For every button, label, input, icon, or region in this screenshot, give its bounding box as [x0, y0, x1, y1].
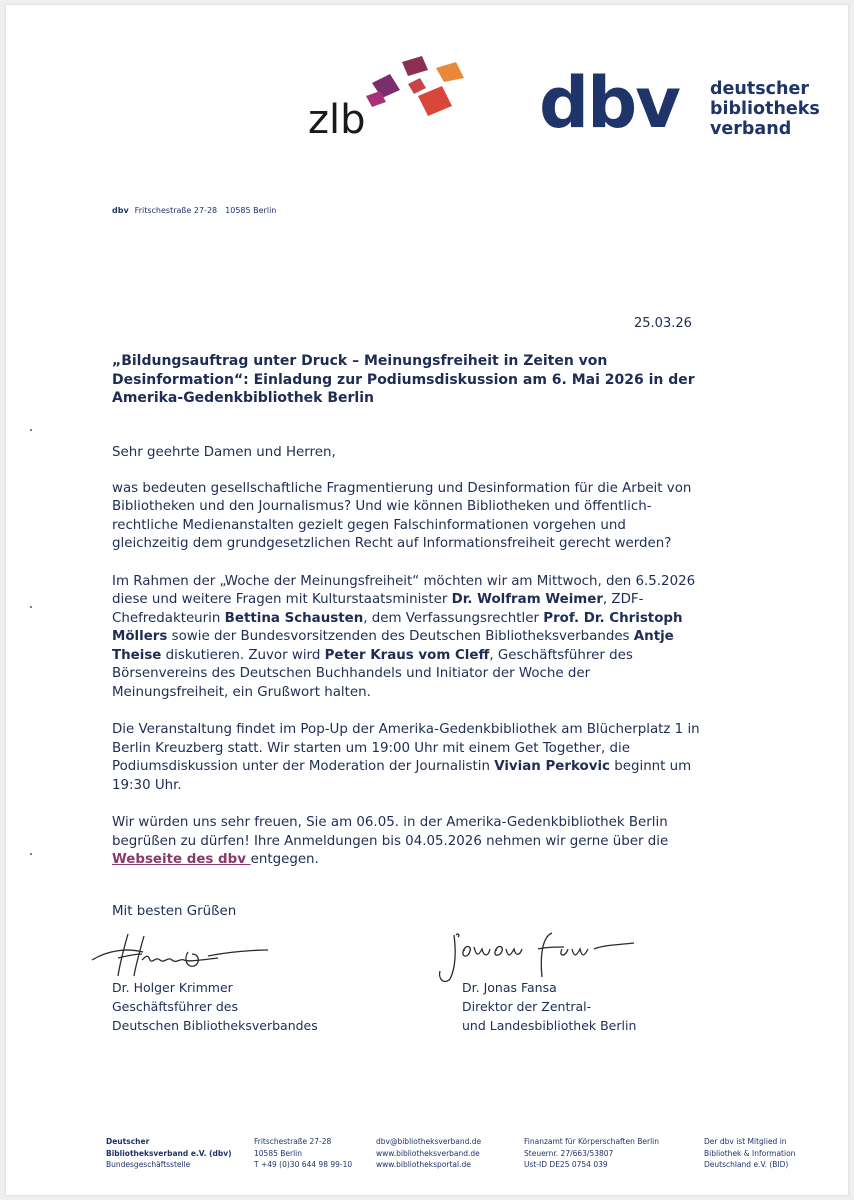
- footer-col-web: [376, 1136, 481, 1171]
- fold-mark: [30, 429, 32, 431]
- footer-portal[interactable]: www.bibliotheksportal.de: [376, 1160, 471, 1169]
- signature-krimmer: [88, 930, 278, 980]
- dbv-logo-words: [710, 79, 820, 139]
- dbv-word-2: bibliotheks: [710, 99, 820, 119]
- signer-krimmer: [112, 978, 318, 1035]
- paragraph-3: Die Veranstaltung findet im Pop-Up der Amerika-Gedenkbibliothek am Blücherplatz 1 in Berlin Kreuzberg statt. Wir starten um 19:00 Uhr mit einem Get Together, die Podiumsdiskussion unter der Moderation der Journalistin Vivian Perkovic beginnt um 19:30 Uhr.: [112, 722, 700, 793]
- dbv-word-1: deutscher: [710, 79, 809, 99]
- name-schausten: Bettina Schausten: [224, 610, 364, 626]
- salutation: Sehr geehrte Damen und Herren,: [112, 445, 336, 460]
- signer-org: Deutschen Bibliotheksverbandes: [112, 1018, 318, 1033]
- footer-col-membership: Der dbv ist Mitglied in Bibliothek & Information Deutschland e.V. (BID): [704, 1137, 796, 1169]
- signer-role: Direktor der Zentral-: [462, 999, 592, 1014]
- name-weimer: Dr. Wolfram Weimer: [451, 592, 603, 607]
- closing: Mit besten Grüßen: [112, 904, 237, 919]
- zlb-wordmark: zlb: [308, 97, 366, 143]
- dbv-website-link[interactable]: Webseite des dbv: [112, 852, 251, 867]
- letter-page: [6, 5, 848, 1195]
- footer-col-tax: Finanzamt für Körperschaften Berlin Steuernr. 27/663/53807 Ust-ID DE25 0754 039: [524, 1137, 659, 1169]
- dbv-word-3: verband: [710, 119, 792, 139]
- paragraph-2: Im Rahmen der „Woche der Meinungsfreiheit“ möchten wir am Mittwoch, den 6.5.2026 diese und weitere Fragen mit Kulturstaatsminister Dr. Wolfram Weimer, ZDF-Chefredakteurin Bettina Schausten, dem Verfassungsrechtler Prof. Dr. Christoph Möllers sowie der Bundesvorsitzenden des Deutschen Bibliotheksverbandes Antje Theise diskutieren. Zuvor wird Peter Kraus vom Cleff, Geschäftsführer des Börsenvereins des Deutschen Buchhandels und Initiator der Woche der Meinungsfreiheit, ein Grußwort halten.: [112, 573, 696, 700]
- footer-website[interactable]: www.bibliotheksverband.de: [376, 1148, 480, 1158]
- fold-mark: [30, 606, 32, 608]
- footer-email[interactable]: dbv@bibliotheksverband.de: [376, 1137, 482, 1146]
- signer-name: Dr. Holger Krimmer: [112, 980, 233, 995]
- sender-line: [112, 206, 276, 215]
- signer-fansa: [462, 978, 636, 1035]
- punch-mark: [30, 853, 32, 855]
- name-kraus-vom-cleff: Peter Kraus vom Cleff: [324, 647, 490, 663]
- dbv-logo-mark: dbv: [539, 62, 679, 144]
- footer-col-org: Deutscher Bibliotheksverband e.V. (dbv) Bundesgeschäftsstelle: [106, 1137, 232, 1169]
- letter-body: [112, 444, 702, 889]
- paragraph-1: was bedeuten gesellschaftliche Fragmentierung und Desinformation für die Arbeit von Bibliotheken und den Journalismus? Und wie können Bibliotheken und öffentlich-rechtliche Medienanstalten gezielt gegen Falschinformationen vorgehen und gleichzeitig dem grundgesetzlichen Recht auf Informationsfreiheit gerecht werden?: [112, 480, 692, 551]
- signer-name: Dr. Jonas Fansa: [462, 980, 557, 995]
- signer-role: Geschäftsführer des: [112, 999, 238, 1014]
- name-perkovic: Vivian Perkovic: [494, 759, 610, 774]
- sender-city: 10585 Berlin: [225, 206, 277, 215]
- letter-date: 25.03.26: [634, 316, 692, 331]
- sender-street: Fritschestraße 27-28: [134, 206, 218, 215]
- footer-col-address: Fritschestraße 27-28 10585 Berlin T +49 (0)30 644 98 99-10: [254, 1137, 353, 1169]
- zlb-logo: [306, 50, 481, 145]
- name-moellers: Prof. Dr. Christoph Möllers: [112, 610, 683, 644]
- sender-org: dbv: [112, 206, 129, 215]
- signer-org: und Landesbibliothek Berlin: [462, 1018, 637, 1033]
- letter-subject: „Bildungsauftrag unter Druck – Meinungsfreiheit in Zeiten von Desinformation“: Einladung zur Podiumsdiskussion am 6. Mai 2026 in der Amerika-Gedenkbibliothek Berlin: [112, 353, 695, 406]
- name-theise: Antje Theise: [112, 629, 674, 663]
- paragraph-4: Wir würden uns sehr freuen, Sie am 06.05. in der Amerika-Gedenkbibliothek Berlin begrüßen zu dürfen! Ihre Anmeldungen bis 04.05.2026 nehmen wir gerne über die Webseite des dbv entgegen.: [112, 815, 669, 867]
